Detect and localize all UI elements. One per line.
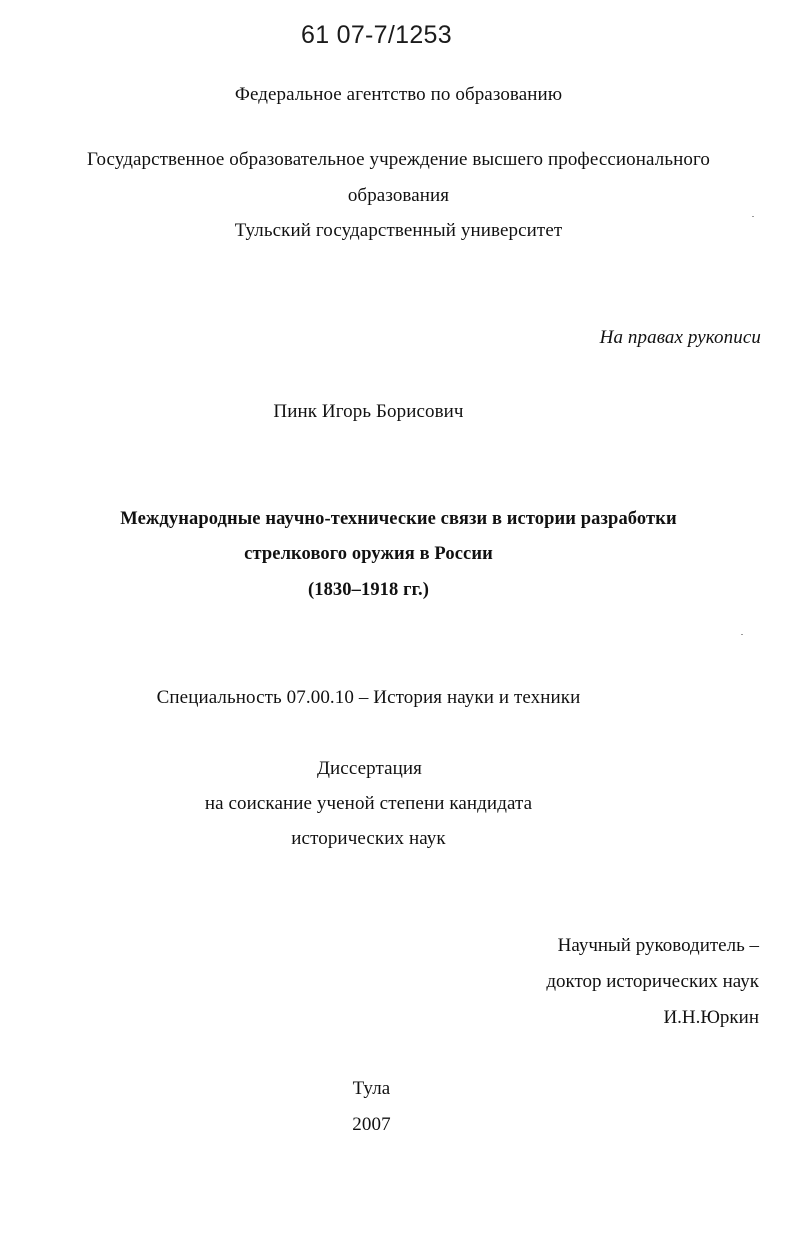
institution-line-2: образования xyxy=(347,185,450,206)
year: 2007 xyxy=(352,1114,391,1135)
thesis-title-line-1: Международные научно-технические связи в истории разработки xyxy=(120,509,677,529)
specialty: Специальность 07.00.10 – История науки и техники xyxy=(156,687,581,708)
dissertation-line-1: Диссертация xyxy=(316,758,423,779)
city: Тула xyxy=(352,1078,391,1099)
institution-line-1: Государственное образовательное учреждение высшего профессионального xyxy=(87,149,710,170)
dissertation-line-3: исторических наук xyxy=(291,828,446,849)
supervisor-name: И.Н.Юркин xyxy=(663,1007,759,1028)
supervisor-line-2: доктор исторических наук xyxy=(546,971,759,992)
scan-speck xyxy=(741,634,743,635)
university-name: Тульский государственный университет xyxy=(234,220,563,241)
supervisor-line-1: Научный руководитель – xyxy=(557,935,759,956)
scan-speck xyxy=(752,216,754,217)
archive-stamp: 61 07-7/1253 xyxy=(301,21,452,49)
dissertation-line-2: на соискание ученой степени кандидата xyxy=(204,793,533,814)
manuscript-rights: На правах рукописи xyxy=(599,327,761,348)
thesis-title-line-2: стрелкового оружия в России xyxy=(244,544,493,564)
author-name: Пинк Игорь Борисович xyxy=(273,401,464,422)
agency-name: Федеральное агентство по образованию xyxy=(234,84,563,105)
thesis-title-line-3: (1830–1918 гг.) xyxy=(307,580,430,600)
